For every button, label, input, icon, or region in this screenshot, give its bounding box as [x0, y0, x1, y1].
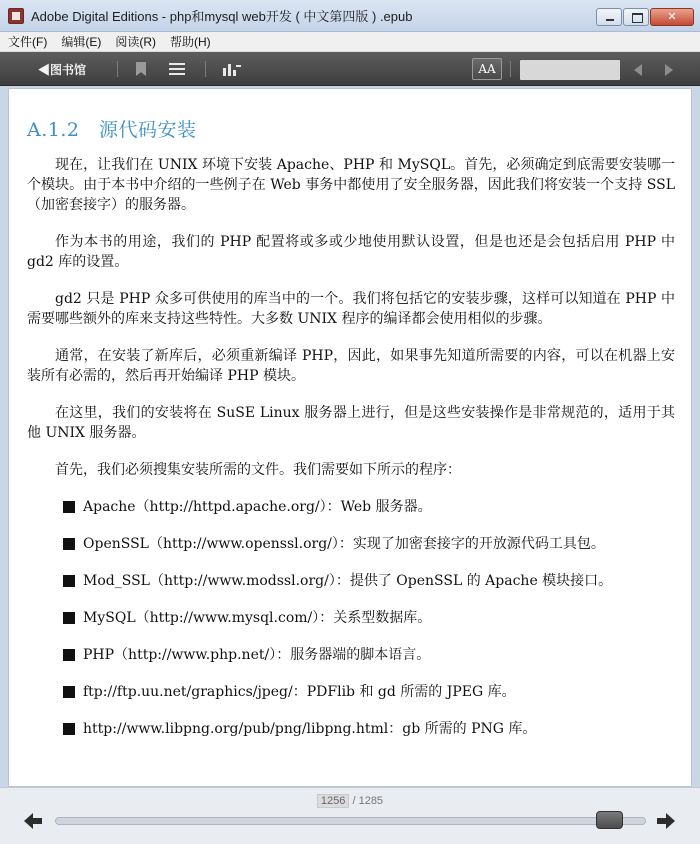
search-input[interactable] — [520, 60, 620, 80]
square-bullet-icon — [63, 723, 75, 735]
previous-result-icon[interactable] — [634, 64, 642, 76]
bookmark-icon[interactable] — [136, 62, 146, 76]
previous-page-icon[interactable] — [24, 813, 42, 829]
close-button[interactable] — [650, 8, 694, 26]
toolbar — [0, 52, 700, 86]
menu-file[interactable]: 文件(F) — [8, 35, 48, 49]
menu-read[interactable]: 阅读(R) — [115, 35, 156, 49]
window-title: Adobe Digital Editions - php和mysql web开发 ( 中文第四版 ) .epub — [31, 9, 413, 24]
list-item: http://www.libpng.org/pub/png/libpng.html：gb 所需的 PNG 库。 — [27, 719, 675, 739]
paragraph: 在这里，我们的安装将在 SuSE Linux 服务器上进行，但是这些安装操作是非常规范的，适用于其他 UNIX 服务器。 — [27, 405, 675, 441]
square-bullet-icon — [63, 612, 75, 624]
app-icon — [8, 8, 24, 24]
paragraph: gd2 只是 PHP 众多可供使用的库当中的一个。我们将包括它的安装步骤，这样可以知道在 PHP 中需要哪些额外的库来支持这些特性。大多数 UNIX 程序的编译都会使用相似的步骤。 — [27, 291, 675, 327]
table-of-contents-icon[interactable] — [169, 63, 185, 75]
toolbar-separator — [117, 61, 118, 77]
toolbar-separator — [205, 61, 206, 77]
page-slider-thumb[interactable] — [596, 811, 623, 829]
total-pages: / 1285 — [352, 795, 384, 807]
list-item: ftp://ftp.uu.net/graphics/jpeg/：PDFlib 和 gd 所需的 JPEG 库。 — [27, 682, 675, 702]
page-slider-track[interactable] — [55, 817, 646, 825]
page-navigation-bar — [0, 787, 700, 844]
toolbar-separator — [510, 61, 511, 77]
paragraph: 首先，我们必须搜集安装所需的文件。我们需要如下所示的程序： — [55, 462, 461, 478]
next-result-icon[interactable] — [665, 64, 673, 76]
reading-page — [8, 88, 692, 787]
font-size-button[interactable]: AA — [472, 58, 502, 80]
page-counter — [0, 794, 700, 808]
list-item: OpenSSL（http://www.openssl.org/）：实现了加密套接字的开放源代码工具包。 — [27, 534, 675, 554]
square-bullet-icon — [63, 501, 75, 513]
paragraph: 作为本书的用途，我们的 PHP 配置将或多或少地使用默认设置，但是也还是会包括启用 PHP 中 gd2 库的设置。 — [27, 234, 675, 270]
page-content — [27, 155, 675, 756]
title-bar — [0, 0, 700, 32]
next-page-icon[interactable] — [657, 813, 675, 829]
paragraph: 现在，让我们在 UNIX 环境下安装 Apache、PHP 和 MySQL。首先，必须确定到底需要安装哪一个模块。由于本书中介绍的一些例子在 Web 事务中都使用了安全服务器，因此我们将安装一个支持 SSL（加密套接字）的服务器。 — [27, 157, 675, 213]
menu-edit[interactable]: 编辑(E) — [61, 35, 102, 49]
list-item: Apache（http://httpd.apache.org/）：Web 服务器。 — [27, 497, 675, 517]
list-item: MySQL（http://www.mysql.com/）：关系型数据库。 — [27, 608, 675, 628]
square-bullet-icon — [63, 649, 75, 661]
list-item: PHP（http://www.php.net/）：服务器端的脚本语言。 — [27, 645, 675, 665]
square-bullet-icon — [63, 538, 75, 550]
square-bullet-icon — [63, 686, 75, 698]
reading-stats-icon[interactable] — [223, 62, 241, 76]
library-button[interactable]: ◀图书馆 — [38, 63, 87, 77]
menu-help[interactable]: 帮助(H) — [170, 35, 211, 49]
menu-bar — [0, 32, 700, 52]
minimize-button[interactable] — [596, 8, 622, 26]
list-item: Mod_SSL（http://www.modssl.org/）：提供了 OpenSSL 的 Apache 模块接口。 — [27, 571, 675, 591]
current-page-input[interactable]: 1256 — [317, 794, 349, 808]
square-bullet-icon — [63, 575, 75, 587]
paragraph: 通常，在安装了新库后，必须重新编译 PHP，因此，如果事先知道所需要的内容，可以在机器上安装所有必需的，然后再开始编译 PHP 模块。 — [27, 348, 675, 384]
maximize-button[interactable] — [623, 8, 649, 26]
window-controls — [595, 8, 694, 26]
section-title: A.1.2 源代码安装 — [27, 119, 197, 141]
